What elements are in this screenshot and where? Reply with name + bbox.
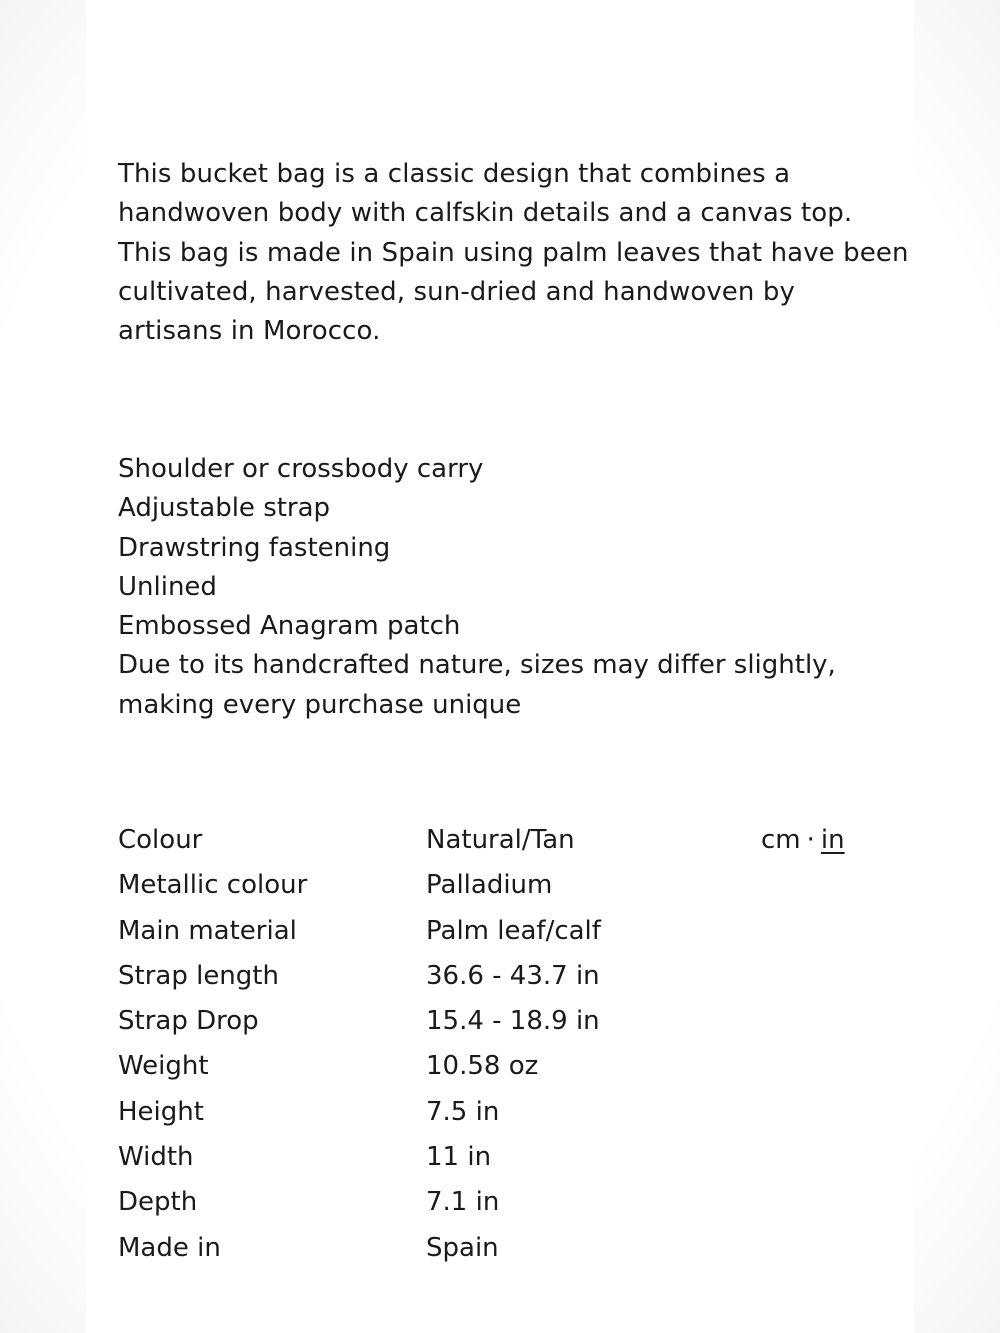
spec-label: Width [118, 1142, 194, 1173]
description-line: This bag is made in Spain using palm leaves that have been [118, 237, 909, 268]
spec-label: Strap Drop [118, 1006, 259, 1037]
spec-value: 7.5 in [426, 1096, 500, 1127]
spec-table [118, 818, 878, 1271]
description-line: cultivated, harvested, sun-dried and handwoven by [118, 276, 795, 307]
description-line: This bucket bag is a classic design that combines a [118, 159, 791, 189]
spec-row-width [118, 1135, 878, 1180]
feature-item: making every purchase unique [118, 689, 522, 720]
unit-separator: · [806, 825, 815, 855]
feature-item: Unlined [118, 571, 217, 602]
spec-label: Height [118, 1096, 204, 1127]
spec-row-weight [118, 1044, 878, 1089]
feature-item: Shoulder or crossbody carry [118, 454, 484, 484]
spec-value: 10.58 oz [426, 1051, 539, 1082]
feature-item: Due to its handcrafted nature, sizes may differ slightly, [118, 650, 836, 681]
spec-row-made-in [118, 1226, 878, 1271]
spec-value: 15.4 - 18.9 in [426, 1006, 600, 1037]
spec-label: Strap length [118, 960, 279, 991]
spec-label: Metallic colour [118, 870, 308, 901]
spec-row-main-material [118, 909, 878, 954]
spec-row-depth [118, 1180, 878, 1225]
spec-label: Depth [118, 1187, 198, 1218]
spec-label: Made in [118, 1232, 221, 1263]
spec-row-strap-length [118, 954, 878, 999]
feature-item: Embossed Anagram patch [118, 611, 461, 642]
description-line: handwoven body with calfskin details and a canvas top. [118, 198, 853, 229]
unit-option-cm[interactable]: cm [761, 825, 801, 855]
spec-row-strap-drop [118, 999, 878, 1044]
feature-item: Adjustable strap [118, 493, 331, 524]
unit-option-in[interactable]: in [820, 825, 845, 855]
product-description [118, 155, 918, 351]
spec-value: 11 in [426, 1142, 492, 1173]
spec-value: Natural/Tan [426, 825, 575, 855]
spec-row-height [118, 1090, 878, 1135]
spec-value: Palladium [426, 870, 553, 901]
feature-list [118, 450, 918, 725]
spec-row-colour [118, 818, 878, 863]
description-line: artisans in Morocco. [118, 316, 381, 347]
spec-row-metallic-colour [118, 863, 878, 908]
spec-label: Main material [118, 915, 297, 946]
spec-value: 7.1 in [426, 1187, 500, 1218]
spec-label: Weight [118, 1051, 209, 1082]
spec-value: 36.6 - 43.7 in [426, 960, 600, 991]
feature-item: Drawstring fastening [118, 532, 391, 563]
spec-value: Spain [426, 1232, 499, 1263]
spec-value: Palm leaf/calf [426, 915, 601, 946]
spec-label: Colour [118, 825, 203, 855]
